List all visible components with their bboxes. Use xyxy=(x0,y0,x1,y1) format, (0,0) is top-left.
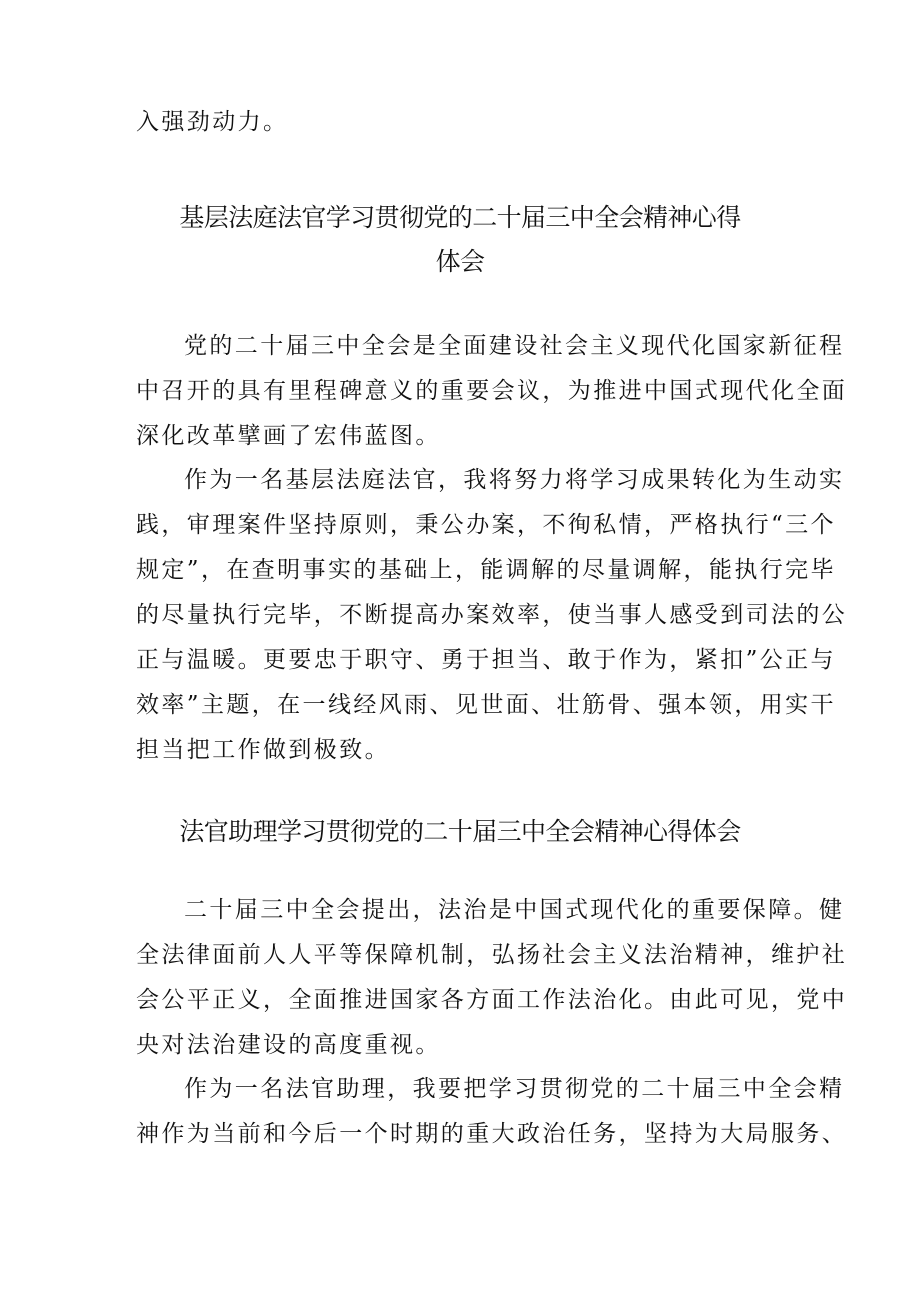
section1-title-continued: 体会 xyxy=(435,247,485,276)
paragraph-line: 二十届三中全会提出，法治是中国式现代化的重要保障。健 xyxy=(184,897,845,923)
paragraph-line: 践，审理案件坚持原则，秉公办案，不徇私情，严格执行“三个 xyxy=(136,512,836,538)
section1-title: 基层法庭法官学习贯彻党的二十届三中全会精神心得 xyxy=(179,203,741,232)
paragraph-line: 规定”，在查明事实的基础上，能调解的尽量调解，能执行完毕 xyxy=(136,557,836,583)
paragraph-line: 担当把工作做到极致。 xyxy=(136,737,390,763)
paragraph-line: 的尽量执行完毕，不断提高办案效率，使当事人感受到司法的公 xyxy=(136,602,848,628)
paragraph-line: 作为一名基层法庭法官，我将努力将学习成果转化为生动实 xyxy=(184,467,845,493)
section2-title: 法官助理学习贯彻党的二十届三中全会精神心得体会 xyxy=(179,817,741,846)
paragraph-line: 正与温暖。更要忠于职守、勇于担当、敢于作为，紧扣”公正与 xyxy=(136,647,836,673)
section1-paragraph-1 xyxy=(136,324,847,459)
paragraph-line: 会公平正义，全面推进国家各方面工作法治化。由此可见，党中 xyxy=(136,987,848,1013)
intro-tail-text: 入强劲动力。 xyxy=(136,109,289,135)
paragraph-line: 中召开的具有里程碑意义的重要会议，为推进中国式现代化全面 xyxy=(136,378,848,404)
paragraph-line: 神作为当前和今后一个时期的重大政治任务，坚持为大局服务、 xyxy=(136,1121,848,1147)
section2-paragraph-1 xyxy=(136,888,847,1068)
paragraph-line: 党的二十届三中全会是全面建设社会主义现代化国家新征程 xyxy=(184,333,845,359)
section1-paragraph-2 xyxy=(136,458,847,773)
paragraph-line: 央对法治建设的高度重视。 xyxy=(136,1032,441,1058)
paragraph-line: 效率”主题，在一线经风雨、见世面、壮筋骨、强本领，用实干 xyxy=(136,692,836,718)
section2-paragraph-2 xyxy=(136,1067,847,1157)
paragraph-line: 作为一名法官助理，我要把学习贯彻党的二十届三中全会精 xyxy=(184,1076,845,1102)
paragraph-line: 全法律面前人人平等保障机制，弘扬社会主义法治精神，维护社 xyxy=(136,942,848,968)
paragraph-line: 深化改革擘画了宏伟蓝图。 xyxy=(136,423,441,449)
